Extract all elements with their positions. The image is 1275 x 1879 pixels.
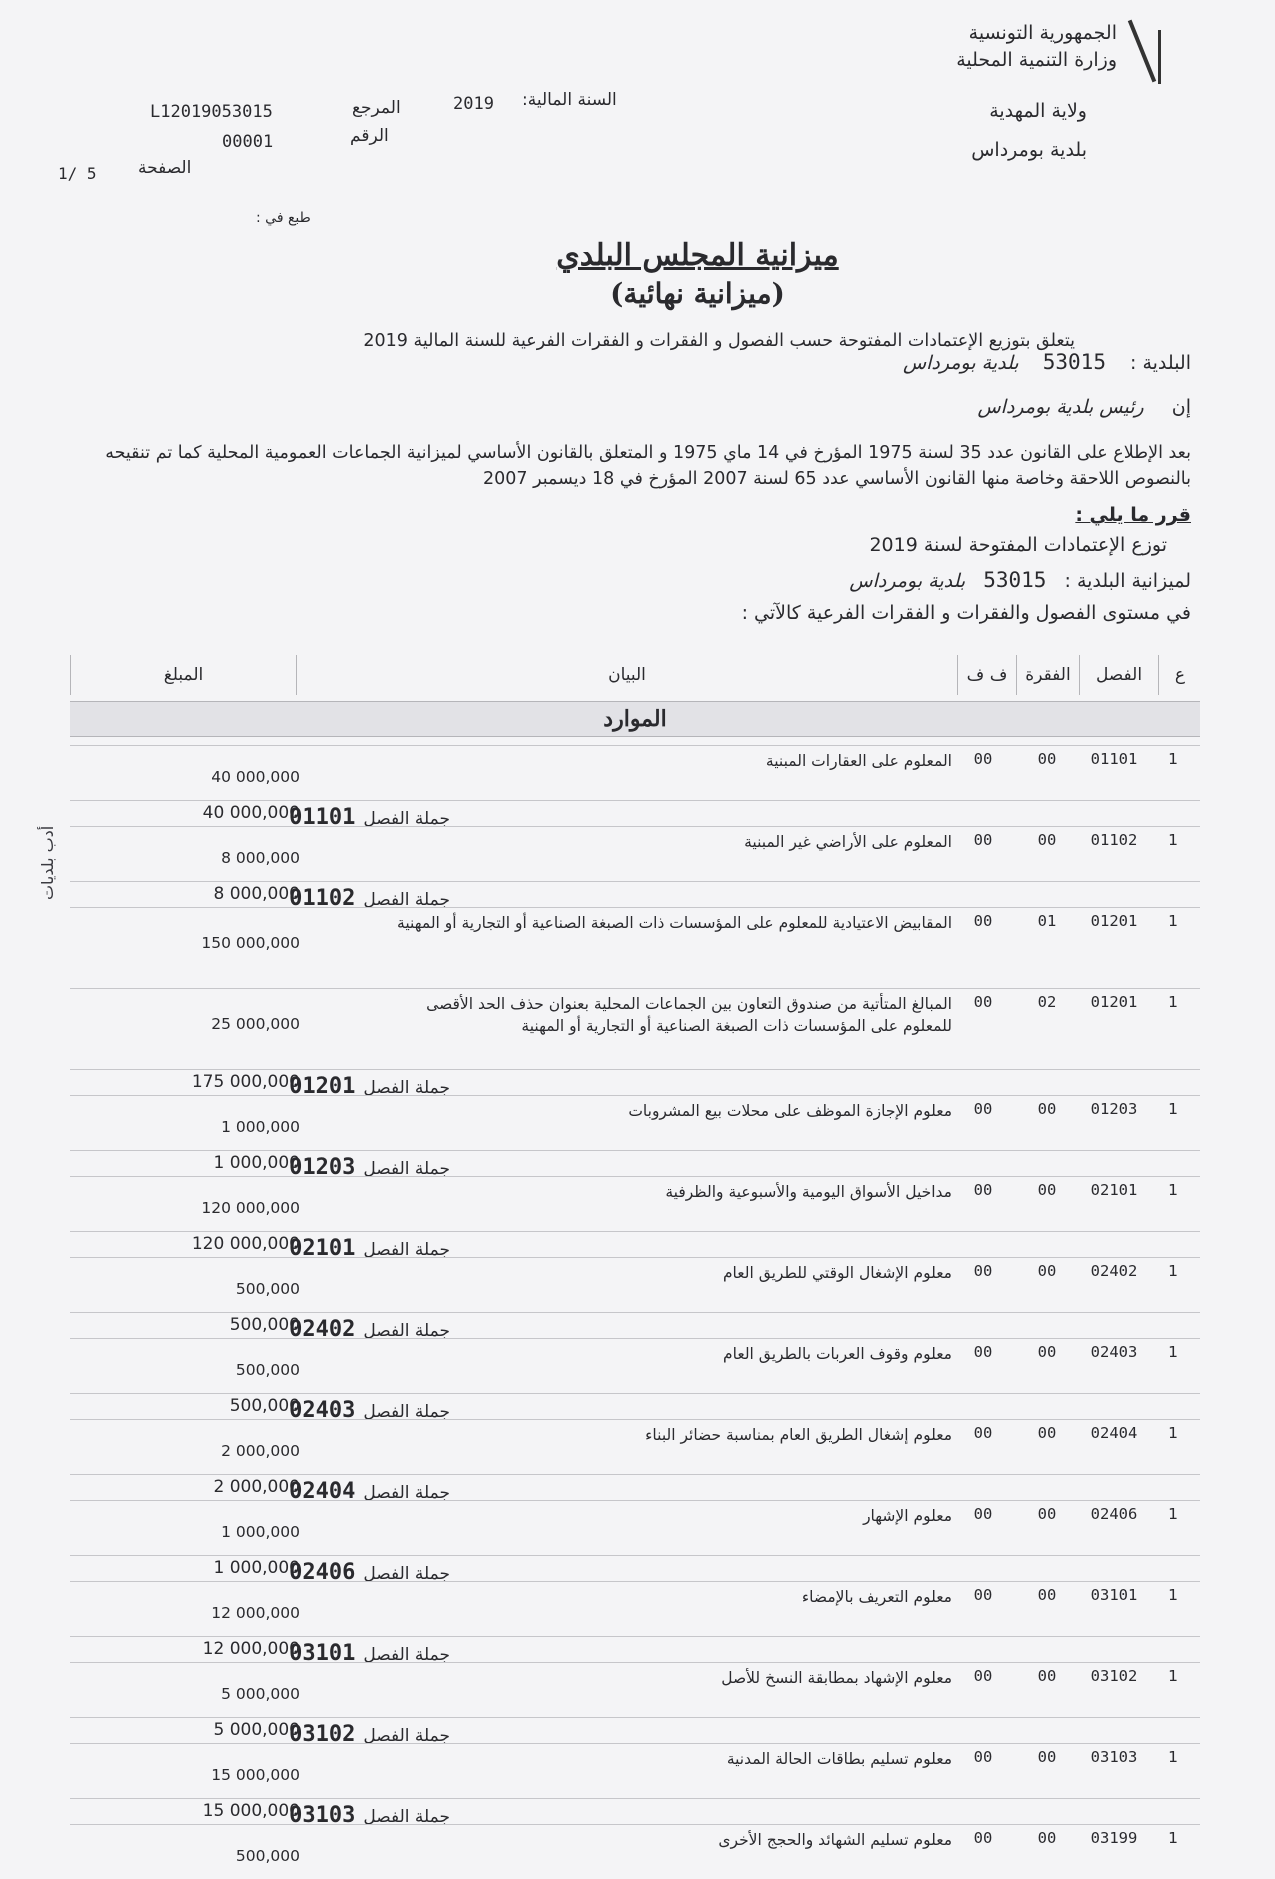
total-label-text: جملة الفصل [363, 1645, 450, 1665]
issuer-block [797, 20, 1117, 74]
row-no: 1 [1168, 1667, 1178, 1685]
row-chapter: 02101 [1090, 1181, 1138, 1199]
chapter-total-amount: 8 000,000 [213, 884, 300, 904]
municipality-name-handwritten: بلدية بومرداس [902, 352, 1019, 374]
table-row [70, 1257, 1200, 1298]
row-subitem: 00 [973, 993, 993, 1011]
reference-block [58, 90, 670, 192]
reference-label: المرجع [352, 98, 401, 118]
row-item: 00 [1037, 1748, 1057, 1766]
budget-for-code: 53015 [983, 568, 1047, 592]
legal-basis: بعد الإطلاع على القانون عدد 35 لسنة 1975 المؤرخ في 14 ماي 1975 و المتعلق بالقانون الأساسي لميزانية الجماعات العمومية المحلية كما تم تنقيحه بالنصوص اللاحقة وخاصة منها القانون الأساسي عدد 65 لسنة 2007 المؤرخ في 18 ديسمبر 2007 [105, 443, 1191, 489]
row-item: 01 [1037, 912, 1057, 930]
governorate-name: ولاية المهدية [989, 100, 1087, 122]
municipality-name: بلدية بومرداس [971, 139, 1087, 161]
row-amount: 150 000,000 [201, 934, 300, 952]
row-chapter: 03102 [1090, 1667, 1138, 1685]
table-row [70, 907, 1200, 967]
row-no: 1 [1168, 1262, 1178, 1280]
row-subitem: 00 [973, 1505, 993, 1523]
row-chapter: 03199 [1090, 1829, 1138, 1847]
row-subitem: 00 [973, 750, 993, 768]
row-amount: 2 000,000 [221, 1442, 300, 1460]
table-row [70, 1338, 1200, 1379]
chapter-total-amount: 1 000,000 [213, 1153, 300, 1173]
printed-on-label: طبع في : [256, 210, 311, 226]
row-chapter: 02404 [1090, 1424, 1138, 1442]
row-subitem: 00 [973, 1829, 993, 1847]
republic-name: الجمهورية التونسية [968, 22, 1117, 44]
municipality-label: البلدية : [1130, 352, 1191, 374]
subject-line: يتعلق بتوزيع الإعتمادات المفتوحة حسب الفصول و الفقرات و الفقرات الفرعية للسنة المالية 2019 [363, 331, 1075, 351]
total-chapter-code: 01101 [289, 805, 356, 830]
table-row [70, 1824, 1200, 1865]
row-chapter: 02406 [1090, 1505, 1138, 1523]
budget-for-label: لميزانية البلدية : [1064, 570, 1191, 592]
sub-title: (ميزانية نهائية) [610, 277, 785, 310]
total-label-text: جملة الفصل [363, 890, 450, 910]
row-subitem: 00 [973, 912, 993, 930]
chapter-total-amount: 40 000,000 [202, 803, 300, 823]
row-item: 02 [1037, 993, 1057, 1011]
row-amount: 500,000 [235, 1847, 300, 1865]
total-label-text: جملة الفصل [363, 1483, 450, 1503]
row-amount: 8 000,000 [221, 849, 300, 867]
row-description: معلوم الإجازة الموظف على محلات بيع المشروبات [628, 1102, 952, 1120]
header-description: البيان [296, 655, 957, 695]
header-amount: المبلغ [70, 655, 296, 695]
row-no: 1 [1168, 1181, 1178, 1199]
total-chapter-code: 02403 [289, 1398, 356, 1423]
municipality-code: 53015 [1042, 350, 1106, 374]
distribution-line: توزع الإعتمادات المفتوحة لسنة 2019 [869, 534, 1167, 556]
row-subitem: 00 [973, 1586, 993, 1604]
row-item: 00 [1037, 1343, 1057, 1361]
row-description: معلوم تسليم بطاقات الحالة المدنية [726, 1750, 952, 1768]
number-value: 00001 [222, 132, 274, 152]
president-name: رئيس بلدية بومرداس [977, 396, 1144, 418]
row-description: معلوم تسليم الشهائد والحجج الأخرى [718, 1831, 952, 1849]
row-chapter: 01101 [1090, 750, 1138, 768]
row-amount: 120 000,000 [201, 1199, 300, 1217]
chapter-total-amount: 1 000,000 [213, 1558, 300, 1578]
row-subitem: 00 [973, 831, 993, 849]
row-description: معلوم الإشهار [863, 1507, 952, 1525]
row-chapter: 02402 [1090, 1262, 1138, 1280]
total-chapter-code: 02101 [289, 1236, 356, 1261]
row-amount: 25 000,000 [211, 1015, 300, 1033]
budget-for-line [849, 568, 1191, 592]
row-no: 1 [1168, 912, 1178, 930]
total-chapter-code: 01201 [289, 1074, 356, 1099]
row-item: 00 [1037, 1667, 1057, 1685]
row-description: المبالغ المتأتية من صندوق التعاون بين الجماعات المحلية بعنوان حذف الحد الأقصى للمعلوم على المؤسسات ذات الصبغة الصناعية أو التجارية أو المهنية [426, 995, 952, 1035]
row-chapter: 01102 [1090, 831, 1138, 849]
row-chapter: 01201 [1090, 912, 1138, 930]
row-item: 00 [1037, 1262, 1057, 1280]
ministry-name: وزارة التنمية المحلية [956, 49, 1117, 71]
title-block [0, 238, 1275, 310]
chapter-total-amount: 120 000,000 [191, 1234, 300, 1254]
row-subitem: 00 [973, 1343, 993, 1361]
total-label-text: جملة الفصل [363, 1564, 450, 1584]
row-amount: 500,000 [235, 1361, 300, 1379]
row-no: 1 [1168, 1424, 1178, 1442]
row-item: 00 [1037, 1424, 1057, 1442]
total-chapter-code: 03103 [289, 1803, 356, 1828]
chapter-total-amount: 15 000,000 [202, 1801, 300, 1821]
total-label-text: جملة الفصل [363, 809, 450, 829]
row-description: معلوم وقوف العربات بالطريق العام [723, 1345, 952, 1363]
row-chapter: 01201 [1090, 993, 1138, 1011]
chapter-total-amount: 12 000,000 [202, 1639, 300, 1659]
levels-line: في مستوى الفصول والفقرات و الفقرات الفرعية كالآتي : [741, 602, 1191, 624]
row-amount: 500,000 [235, 1280, 300, 1298]
row-subitem: 00 [973, 1424, 993, 1442]
row-amount: 40 000,000 [211, 768, 300, 786]
table-row [70, 826, 1200, 867]
row-chapter: 03101 [1090, 1586, 1138, 1604]
total-chapter-code: 02402 [289, 1317, 356, 1342]
row-item: 00 [1037, 1100, 1057, 1118]
row-no: 1 [1168, 1343, 1178, 1361]
row-no: 1 [1168, 831, 1178, 849]
row-amount: 1 000,000 [221, 1523, 300, 1541]
row-description: المعلوم على الأراضي غير المبنية [744, 833, 952, 851]
section-title: الموارد [70, 701, 1200, 737]
total-chapter-code: 03102 [289, 1722, 356, 1747]
row-item: 00 [1037, 750, 1057, 768]
row-subitem: 00 [973, 1181, 993, 1199]
total-label-text: جملة الفصل [363, 1807, 450, 1827]
total-chapter-code: 03101 [289, 1641, 356, 1666]
chapter-total-amount: 500,000 [229, 1396, 300, 1416]
location-block [827, 98, 1087, 164]
table-row [70, 1743, 1200, 1784]
budget-for-name: بلدية بومرداس [849, 570, 966, 592]
table-row [70, 745, 1200, 786]
row-item: 00 [1037, 831, 1057, 849]
total-chapter-code: 02406 [289, 1560, 356, 1585]
fiscal-year-label: السنة المالية: [522, 90, 617, 110]
municipality-line [903, 350, 1191, 374]
row-description: المقابيض الاعتيادية للمعلوم على المؤسسات ذات الصبغة الصناعية أو التجارية أو المهنية [397, 914, 952, 932]
row-no: 1 [1168, 1586, 1178, 1604]
total-chapter-code: 02404 [289, 1479, 356, 1504]
chapter-total-amount: 500,000 [229, 1315, 300, 1335]
row-description: مداخيل الأسواق اليومية والأسبوعية والظرفية [665, 1183, 952, 1201]
chapter-total-amount: 2 000,000 [213, 1477, 300, 1497]
row-subitem: 00 [973, 1748, 993, 1766]
total-label-text: جملة الفصل [363, 1240, 450, 1260]
table-row [70, 1419, 1200, 1460]
row-amount: 15 000,000 [211, 1766, 300, 1784]
table-row [70, 1581, 1200, 1622]
total-label-text: جملة الفصل [363, 1726, 450, 1746]
total-chapter-code: 01102 [289, 886, 356, 911]
row-subitem: 00 [973, 1100, 993, 1118]
president-prefix: إن [1171, 396, 1191, 418]
table-row [70, 988, 1200, 1048]
row-amount: 5 000,000 [221, 1685, 300, 1703]
total-label-text: جملة الفصل [363, 1402, 450, 1422]
decided-label: قرر ما يلي : [1075, 504, 1191, 526]
table-header [70, 655, 1200, 701]
chapter-total-amount: 175 000,000 [191, 1072, 300, 1092]
row-no: 1 [1168, 750, 1178, 768]
table-row [70, 1095, 1200, 1136]
page-value: 1/ 5 [58, 164, 97, 183]
row-item: 00 [1037, 1181, 1057, 1199]
row-description: معلوم التعريف بالإمضاء [801, 1588, 952, 1606]
row-subitem: 00 [973, 1667, 993, 1685]
header-no: ع [1158, 655, 1201, 695]
row-amount: 1 000,000 [221, 1118, 300, 1136]
row-item: 00 [1037, 1829, 1057, 1847]
row-item: 00 [1037, 1586, 1057, 1604]
table-row [70, 1662, 1200, 1703]
total-chapter-code: 01203 [289, 1155, 356, 1180]
row-no: 1 [1168, 1748, 1178, 1766]
header-item: الفقرة [1016, 655, 1079, 695]
fiscal-year-value: 2019 [453, 94, 494, 114]
row-description: معلوم إشغال الطريق العام بمناسبة حضائر البناء [645, 1426, 952, 1444]
main-title: ميزانية المجلس البلدي [556, 238, 839, 273]
pen-mark [1158, 30, 1161, 84]
row-description: معلوم الإشهاد بمطابقة النسخ للأصل [721, 1669, 952, 1687]
table-body [70, 737, 1200, 1879]
row-amount: 12 000,000 [211, 1604, 300, 1622]
row-no: 1 [1168, 1829, 1178, 1847]
row-no: 1 [1168, 1505, 1178, 1523]
row-no: 1 [1168, 1100, 1178, 1118]
total-label-text: جملة الفصل [363, 1078, 450, 1098]
table-row [70, 1500, 1200, 1541]
page-label: الصفحة [138, 158, 192, 178]
row-chapter: 02403 [1090, 1343, 1138, 1361]
reference-value: L12019053015 [150, 102, 273, 122]
row-chapter: 03103 [1090, 1748, 1138, 1766]
table-row [70, 1176, 1200, 1217]
pen-mark [1128, 20, 1156, 83]
chapter-total-amount: 5 000,000 [213, 1720, 300, 1740]
row-description: المعلوم على العقارات المبنية [765, 752, 952, 770]
row-chapter: 01203 [1090, 1100, 1138, 1118]
number-label: الرقم [350, 126, 389, 146]
total-label-text: جملة الفصل [363, 1321, 450, 1341]
row-no: 1 [1168, 993, 1178, 1011]
budget-table [70, 655, 1200, 1879]
president-line [977, 396, 1191, 418]
row-description: معلوم الإشغال الوقتي للطريق العام [722, 1264, 952, 1282]
total-label-text: جملة الفصل [363, 1159, 450, 1179]
header-subitem: ف ف [957, 655, 1016, 695]
row-subitem: 00 [973, 1262, 993, 1280]
side-stamp-text: أدب بلديات [38, 825, 57, 900]
row-item: 00 [1037, 1505, 1057, 1523]
header-chapter: الفصل [1079, 655, 1158, 695]
